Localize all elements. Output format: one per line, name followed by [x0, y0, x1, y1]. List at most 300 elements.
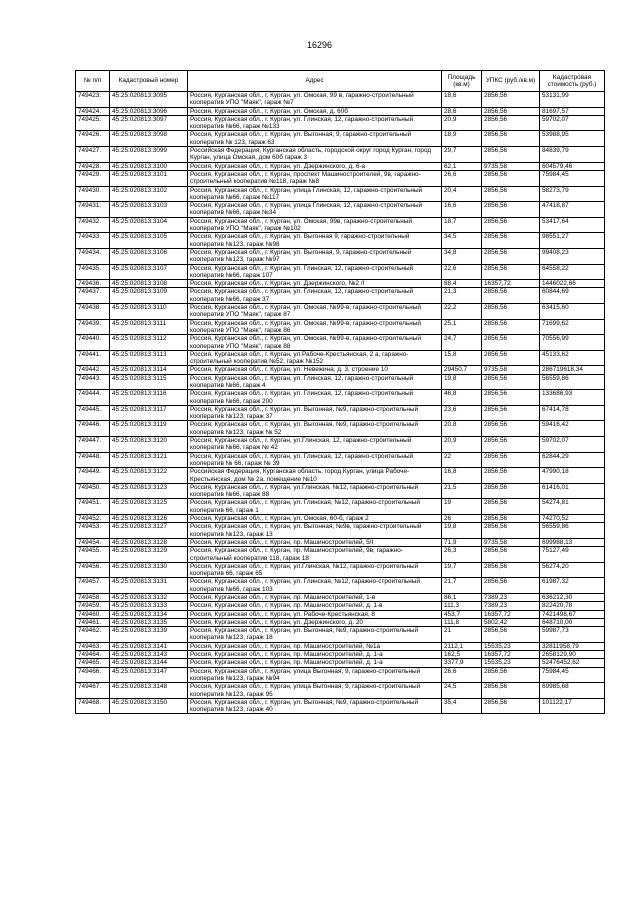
address-cell: Россия, Курганская обл., г. Курган, пр. Машиностроителей, 9в, гаражно-строительный кооператив 118, гараж 18	[188, 547, 442, 563]
area-cell: 18,7	[442, 217, 482, 233]
upks-cell: 2856,56	[482, 683, 540, 699]
cadastral-number-cell: 45:25:020813:3102	[110, 186, 188, 202]
cadastral-value-cell: 74270,52	[540, 515, 605, 523]
table-row	[76, 618, 605, 626]
cadastral-number-cell: 45:25:020813:3117	[110, 405, 188, 421]
cadastral-number-cell: 45:25:020813:3148	[110, 683, 188, 699]
table-row	[76, 170, 605, 186]
row-number-cell: 749427.	[76, 147, 110, 163]
address-cell: Россия, Курганская обл., г. Курган, ул. Выгонная, №9, гаражно-строительный кооператив №123, гараж № 52	[188, 421, 442, 437]
cadastral-value-cell: 47418,87	[540, 202, 605, 218]
address-cell: Россия, Курганская обл., г. Курган, улица Глинская, 12, гаражно-строительный кооператив №66, гараж №117	[188, 186, 442, 202]
cadastral-number-cell: 45:25:020813:3119	[110, 421, 188, 437]
area-cell: 22,6	[442, 264, 482, 280]
row-number-cell: 749426.	[76, 131, 110, 147]
table-row	[76, 515, 605, 523]
table-row	[76, 107, 605, 115]
table-row	[76, 202, 605, 218]
cadastral-value-cell: 62844,29	[540, 452, 605, 468]
table-row	[76, 667, 605, 683]
table-row	[76, 92, 605, 108]
page-number: 16296	[306, 40, 333, 50]
cadastral-value-cell: 53988,95	[540, 131, 605, 147]
area-cell: 21,7	[442, 578, 482, 594]
address-cell: Россия, Курганская обл., г. Курган, ул. Выгонная, 9, гаражно-строительный кооператив № 123, гараж 63	[188, 131, 442, 147]
address-cell: Россия, Курганская обл., г. Курган, пр. Машиностроителей, 1-в	[188, 594, 442, 602]
table-row	[76, 594, 605, 602]
cadastral-value-cell: 52476452,62	[540, 659, 605, 667]
area-cell: 86,1	[442, 594, 482, 602]
row-number-cell: 749423.	[76, 92, 110, 108]
upks-cell: 16357,72	[482, 610, 540, 618]
table-row	[76, 374, 605, 390]
area-cell: 2112,1	[442, 642, 482, 650]
cadastral-value-cell: 63415,60	[540, 304, 605, 320]
row-number-cell: 749424.	[76, 107, 110, 115]
area-cell: 18,6	[442, 92, 482, 108]
table-row	[76, 131, 605, 147]
table-row	[76, 547, 605, 563]
upks-cell: 2856,56	[482, 468, 540, 484]
area-cell: 26,3	[442, 547, 482, 563]
row-number-cell: 749447.	[76, 437, 110, 453]
cadastral-number-cell: 45:25:020813:3111	[110, 319, 188, 335]
upks-cell: 2856,56	[482, 202, 540, 218]
address-cell: Россия, Курганская обл., г. Курган, пр. Машиностроителей, д. 1-а	[188, 659, 442, 667]
area-cell: 21,3	[442, 288, 482, 304]
area-cell: 71,9	[442, 538, 482, 546]
row-number-cell: 749431.	[76, 202, 110, 218]
area-cell: 15,8	[442, 350, 482, 366]
cadastral-number-cell: 45:25:020813:3127	[110, 523, 188, 539]
table-row	[76, 683, 605, 699]
cadastral-number-cell: 45:25:020813:3135	[110, 618, 188, 626]
upks-cell: 9735,58	[482, 162, 540, 170]
cadastral-value-cell: 45133,62	[540, 350, 605, 366]
cadastral-value-cell: 2658129,90	[540, 651, 605, 659]
cadastral-value-cell: 81697,57	[540, 107, 605, 115]
row-number-cell: 749461.	[76, 618, 110, 626]
upks-cell: 2856,56	[482, 186, 540, 202]
area-cell: 3377,9	[442, 659, 482, 667]
upks-cell: 16357,72	[482, 651, 540, 659]
row-number-cell: 749452.	[76, 515, 110, 523]
table-row	[76, 421, 605, 437]
cadastral-number-cell: 45:25:020813:3130	[110, 562, 188, 578]
row-number-cell: 749437.	[76, 288, 110, 304]
area-cell: 111,8	[442, 618, 482, 626]
area-cell: 16,6	[442, 202, 482, 218]
cadastral-value-cell: 60844,69	[540, 288, 605, 304]
area-cell: 62,1	[442, 162, 482, 170]
table-row	[76, 390, 605, 406]
upks-cell: 2856,56	[482, 578, 540, 594]
cadastral-number-cell: 45:25:020813:3105	[110, 233, 188, 249]
table-row	[76, 698, 605, 714]
cadastral-number-cell: 45:25:020813:3110	[110, 304, 188, 320]
row-number-cell: 749449.	[76, 468, 110, 484]
row-number-cell: 749467.	[76, 683, 110, 699]
table-row	[76, 162, 605, 170]
upks-cell: 5802,42	[482, 618, 540, 626]
upks-cell: 2856,56	[482, 523, 540, 539]
address-cell: Россия, Курганская обл., г. Курган, ул. Глинская, №12, гаражно-строительный кооператив №66, гараж 103	[188, 578, 442, 594]
cadastral-number-cell: 45:25:020813:3096	[110, 107, 188, 115]
cadastral-number-cell: 45:25:020813:3107	[110, 264, 188, 280]
address-cell: Россия, Курганская обл., г. Курган, ул. Глинская, 12, гаражно-строительный кооператив №66, гараж 4	[188, 374, 442, 390]
address-cell: Россия, Курганская обл., г. Курган, ул. Дзержинского, д. 6-а	[188, 162, 442, 170]
address-cell: Россия, Курганская обл., г. Курган, ул. Выгонная, №9, гаражно-строительный кооператив №123, гараж 18	[188, 627, 442, 643]
address-cell: Россия, Курганская обл., г. Курган, ул. Омская, №99-в, гаражно-строительный кооператив УПО "Маяк", гараж 88	[188, 335, 442, 351]
address-cell: Россия, Курганская обл., г. Курган, улица Выгонная, 9, гаражно-строительный кооператив №123, гараж 95	[188, 683, 442, 699]
table-row	[76, 147, 605, 163]
row-number-cell: 749454.	[76, 538, 110, 546]
cadastral-number-cell: 45:25:020813:3128	[110, 538, 188, 546]
area-cell: 26	[442, 515, 482, 523]
area-cell: 25,1	[442, 319, 482, 335]
row-number-cell: 749462.	[76, 627, 110, 643]
upks-cell: 2856,56	[482, 115, 540, 131]
address-cell: Россия, Курганская обл., г. Курган, ул. Глинская, 12, гаражно-строительный кооператив №66, гараж 37	[188, 288, 442, 304]
table-row	[76, 651, 605, 659]
address-cell: Российская Федерация, Курганская область, городской округ город Курган, город Курган, улица Омская, дом 60б гараж 3	[188, 147, 442, 163]
area-cell: 19,7	[442, 562, 482, 578]
area-cell: 19,8	[442, 374, 482, 390]
upks-cell: 2856,56	[482, 170, 540, 186]
cadastral-number-cell: 45:25:020813:3134	[110, 610, 188, 618]
cadastral-value-cell: 67414,78	[540, 405, 605, 421]
address-cell: Россия, Курганская обл., г. Курган, ул.Глинская, №12, гаражно-строительный кооператив 66, гараж 65	[188, 562, 442, 578]
table-row	[76, 304, 605, 320]
row-number-cell: 749435.	[76, 264, 110, 280]
address-cell: Россия, Курганская обл., г. Курган, ул. Невежина, д. 3, строение 10	[188, 366, 442, 374]
row-number-cell: 749442.	[76, 366, 110, 374]
table-row	[76, 499, 605, 515]
row-number-cell: 749433.	[76, 233, 110, 249]
upks-cell: 2856,56	[482, 335, 540, 351]
cadastral-value-cell: 47990,18	[540, 468, 605, 484]
area-cell: 26,6	[442, 667, 482, 683]
row-number-cell: 749457.	[76, 578, 110, 594]
table-row	[76, 350, 605, 366]
header-area: Площадь (кв.м)	[442, 71, 482, 92]
upks-cell: 2856,56	[482, 667, 540, 683]
address-cell: Россия, Курганская обл., г. Курган, ул. Дзержинского, №2 /I	[188, 280, 442, 288]
row-number-cell: 749434.	[76, 248, 110, 264]
upks-cell: 2856,56	[482, 147, 540, 163]
cadastral-value-cell: 286719618,34	[540, 366, 605, 374]
table-row	[76, 452, 605, 468]
upks-cell: 2856,56	[482, 107, 540, 115]
row-number-cell: 749464.	[76, 651, 110, 659]
upks-cell: 2856,56	[482, 264, 540, 280]
cadastral-value-cell: 53417,64	[540, 217, 605, 233]
cadastral-number-cell: 45:25:020813:3106	[110, 248, 188, 264]
area-cell: 24,5	[442, 683, 482, 699]
cadastral-number-cell: 45:25:020813:3144	[110, 659, 188, 667]
row-number-cell: 749432.	[76, 217, 110, 233]
address-cell: Россия, Курганская обл., г. Курган, ул. Глинская, 12, гаражно-строительный кооператив №66, гараж 107	[188, 264, 442, 280]
cadastral-value-cell: 7421498,67	[540, 610, 605, 618]
cadastral-number-cell: 45:25:020813:3113	[110, 350, 188, 366]
cadastral-value-cell: 84839,79	[540, 147, 605, 163]
upks-cell: 9735,58	[482, 538, 540, 546]
table-row	[76, 602, 605, 610]
area-cell: 19	[442, 499, 482, 515]
upks-cell: 2856,56	[482, 233, 540, 249]
upks-cell: 2856,56	[482, 547, 540, 563]
table-row	[76, 405, 605, 421]
cadastral-value-cell: 101122,17	[540, 698, 605, 714]
address-cell: Россия, Курганская обл., г. Курган, ул. Омская, 99 в, гаражно-строительный кооператив УПО "Маяк", гараж №7	[188, 92, 442, 108]
area-cell: 46,8	[442, 390, 482, 406]
cadastral-number-cell: 45:25:020813:3099	[110, 147, 188, 163]
cadastral-number-cell: 45:25:020813:3125	[110, 499, 188, 515]
upks-cell: 2856,56	[482, 319, 540, 335]
cadastral-number-cell: 45:25:020813:3121	[110, 452, 188, 468]
table-row	[76, 659, 605, 667]
area-cell: 29,7	[442, 147, 482, 163]
cadastral-number-cell: 45:25:020813:3123	[110, 483, 188, 499]
table-row	[76, 610, 605, 618]
cadastral-number-cell: 45:25:020813:3147	[110, 667, 188, 683]
area-cell: 20,9	[442, 437, 482, 453]
area-cell: 18,9	[442, 131, 482, 147]
cadastral-value-cell: 71699,62	[540, 319, 605, 335]
address-cell: Россия, Курганская обл., г. Курган, улица Глинская, 12, гаражно-строительный кооператив №66, гараж №34	[188, 202, 442, 218]
row-number-cell: 749465.	[76, 659, 110, 667]
upks-cell: 2856,56	[482, 437, 540, 453]
cadastral-number-cell: 45:25:020813:3131	[110, 578, 188, 594]
cadastral-number-cell: 45:25:020813:3120	[110, 437, 188, 453]
address-cell: Россия, Курганская обл., г. Курган, ул. Омская, №99-в, гаражно-строительный кооператив УПО "Маяк", гараж 87	[188, 304, 442, 320]
address-cell: Россия, Курганская обл., г. Курган, ул. Омская, 60-б, гараж 2	[188, 515, 442, 523]
table-row	[76, 264, 605, 280]
address-cell: Россия, Курганская обл., г. Курган, проспект Машиностроителей, 9в, гаражно-строительный кооператив №118, гараж №8	[188, 170, 442, 186]
cadastral-value-cell: 70556,99	[540, 335, 605, 351]
table-row	[76, 562, 605, 578]
upks-cell: 2856,56	[482, 627, 540, 643]
cadastral-number-cell: 45:25:020813:3103	[110, 202, 188, 218]
cadastral-number-cell: 45:25:020813:3108	[110, 280, 188, 288]
table-row	[76, 335, 605, 351]
address-cell: Россия, Курганская обл., г. Курган, ул. Выгонная 9, гаражно-строительный кооператив №123, гараж №98	[188, 233, 442, 249]
cadastral-number-cell: 45:25:020813:3100	[110, 162, 188, 170]
upks-cell: 2856,56	[482, 217, 540, 233]
area-cell: 162,5	[442, 651, 482, 659]
upks-cell: 2856,56	[482, 350, 540, 366]
address-cell: Россия, Курганская обл., г. Курган, пр. Машиностроителей, №1а	[188, 642, 442, 650]
area-cell: 111,3	[442, 602, 482, 610]
cadastral-value-cell: 636212,30	[540, 594, 605, 602]
cadastral-value-cell: 54274,81	[540, 499, 605, 515]
cadastral-value-cell: 75127,49	[540, 547, 605, 563]
row-number-cell: 749453.	[76, 523, 110, 539]
cadastral-value-cell: 822420,78	[540, 602, 605, 610]
cadastral-number-cell: 45:25:020813:3150	[110, 698, 188, 714]
area-cell: 20,8	[442, 421, 482, 437]
cadastral-number-cell: 45:25:020813:3101	[110, 170, 188, 186]
cadastral-number-cell: 45:25:020813:3132	[110, 594, 188, 602]
cadastral-value-cell: 56274,20	[540, 562, 605, 578]
upks-cell: 2856,56	[482, 390, 540, 406]
cadastral-number-cell: 45:25:020813:3122	[110, 468, 188, 484]
row-number-cell: 749430.	[76, 186, 110, 202]
table-header-row	[76, 71, 605, 92]
table-row	[76, 538, 605, 546]
table-row	[76, 248, 605, 264]
cadastral-value-cell: 604579,46	[540, 162, 605, 170]
cadastral-value-cell: 98551,27	[540, 233, 605, 249]
upks-cell: 2856,56	[482, 421, 540, 437]
area-cell: 20,4	[442, 186, 482, 202]
upks-cell: 2856,56	[482, 405, 540, 421]
row-number-cell: 749463.	[76, 642, 110, 650]
row-number-cell: 749438.	[76, 304, 110, 320]
table-row	[76, 319, 605, 335]
cadastral-value-cell: 53131,99	[540, 92, 605, 108]
cadastral-number-cell: 45:25:020813:3139	[110, 627, 188, 643]
area-cell: 35,4	[442, 698, 482, 714]
cadastral-value-cell: 32811958,79	[540, 642, 605, 650]
address-cell: Россия, Курганская обл., г. Курган, ул. Омская, №99-в, гаражно-строительный кооператив УПО "Маяк", гараж 86	[188, 319, 442, 335]
row-number-cell: 749440.	[76, 335, 110, 351]
upks-cell: 15535,23	[482, 659, 540, 667]
upks-cell: 2856,56	[482, 288, 540, 304]
area-cell: 23,6	[442, 405, 482, 421]
area-cell: 21	[442, 627, 482, 643]
table-row	[76, 366, 605, 374]
cadastral-value-cell: 61987,32	[540, 578, 605, 594]
cadastral-value-cell: 59416,42	[540, 421, 605, 437]
area-cell: 19,8	[442, 523, 482, 539]
address-cell: Россия, Курганская обл., г. Курган, ул. Рабоче-Крестьянская, 8	[188, 610, 442, 618]
cadastral-number-cell: 45:25:020813:3143	[110, 651, 188, 659]
address-cell: Россия, Курганская обл., г. Курган, ул. Дзержинского, д. 20	[188, 618, 442, 626]
row-number-cell: 749443.	[76, 374, 110, 390]
table-row	[76, 642, 605, 650]
cadastral-value-cell: 699988,13	[540, 538, 605, 546]
address-cell: Россия, Курганская обл., г. Курган, ул. Глинская, 12, гаражно-строительный кооператив № 66, гараж № 39	[188, 452, 442, 468]
cadastral-number-cell: 45:25:020813:3112	[110, 335, 188, 351]
address-cell: Россия, Курганская обл., г. Курган, улица Выгонная, 9, гаражно-строительный кооператив №123, гараж №94	[188, 667, 442, 683]
area-cell: 29450,7	[442, 366, 482, 374]
area-cell: 20,9	[442, 115, 482, 131]
table-row	[76, 280, 605, 288]
table-row	[76, 437, 605, 453]
address-cell: Россия, Курганская обл., г. Курган, ул. Глинская, №12, гаражно-строительный кооператив 66, гараж 1	[188, 499, 442, 515]
upks-cell: 7389,23	[482, 594, 540, 602]
area-cell: 21,5	[442, 483, 482, 499]
row-number-cell: 749459.	[76, 602, 110, 610]
upks-cell: 2856,56	[482, 131, 540, 147]
header-num: № п/п	[76, 71, 110, 92]
cadastral-number-cell: 45:25:020813:3129	[110, 547, 188, 563]
area-cell: 26,6	[442, 170, 482, 186]
cadastral-value-cell: 58273,79	[540, 186, 605, 202]
upks-cell: 2856,56	[482, 562, 540, 578]
row-number-cell: 749445.	[76, 405, 110, 421]
address-cell: Россия, Курганская обл., г. Курган, ул.Рабоче-Крестьянская, 2 а, гаражно-строительный кооператив №52, гараж №152	[188, 350, 442, 366]
cadastral-value-cell: 1446022,66	[540, 280, 605, 288]
row-number-cell: 749456.	[76, 562, 110, 578]
row-number-cell: 749439.	[76, 319, 110, 335]
row-number-cell: 749455.	[76, 547, 110, 563]
area-cell: 24,7	[442, 335, 482, 351]
address-cell: Россия, Курганская обл., г. Курган, ул. Выгонная, №9, гаражно-строительный кооператив №123, гараж 40	[188, 698, 442, 714]
cadastral-number-cell: 45:25:020813:3098	[110, 131, 188, 147]
cadastral-value-cell: 69985,68	[540, 683, 605, 699]
header-cadastral-number: Кадастровый номер	[110, 71, 188, 92]
area-cell: 28,6	[442, 107, 482, 115]
area-cell: 34,5	[442, 233, 482, 249]
row-number-cell: 749444.	[76, 390, 110, 406]
address-cell: Россия, Курганская обл., г. Курган, ул. Выгонная, №9в, гаражно-строительный кооператив №123, гараж 13	[188, 523, 442, 539]
address-cell: Россия, Курганская обл., г. Курган, ул. Выгонная, 9, гаражно-строительный кооператив №123, гараж №97	[188, 248, 442, 264]
header-upks: УПКС (руб./кв.м)	[482, 71, 540, 92]
area-cell: 22	[442, 452, 482, 468]
row-number-cell: 749450.	[76, 483, 110, 499]
area-cell: 453,7	[442, 610, 482, 618]
row-number-cell: 749460.	[76, 610, 110, 618]
cadastral-number-cell: 45:25:020813:3115	[110, 374, 188, 390]
table-row	[76, 233, 605, 249]
table-row	[76, 468, 605, 484]
row-number-cell: 749436.	[76, 280, 110, 288]
address-cell: Россия, Курганская обл., г. Курган, ул. Выгонная, №9, гаражно-строительный кооператив №123, гараж 37	[188, 405, 442, 421]
row-number-cell: 749425.	[76, 115, 110, 131]
address-cell: Россия, Курганская обл., г. Курган, ул.Глинская, 12, гаражно-строительный кооператив №66, гараж № 42	[188, 437, 442, 453]
row-number-cell: 749451.	[76, 499, 110, 515]
cadastral-value-cell: 59987,73	[540, 627, 605, 643]
cadastral-value-cell: 59702,07	[540, 115, 605, 131]
upks-cell: 2856,56	[482, 92, 540, 108]
row-number-cell: 749468.	[76, 698, 110, 714]
row-number-cell: 749428.	[76, 162, 110, 170]
table-row	[76, 217, 605, 233]
cadastral-number-cell: 45:25:020813:3126	[110, 515, 188, 523]
table-row	[76, 483, 605, 499]
area-cell: 16,8	[442, 468, 482, 484]
table-row	[76, 578, 605, 594]
address-cell: Россия, Курганская обл., г. Курган, пр. Машиностроителей, д. 1-а	[188, 651, 442, 659]
upks-cell: 2856,56	[482, 304, 540, 320]
table-row	[76, 288, 605, 304]
row-number-cell: 749441.	[76, 350, 110, 366]
cadastral-value-cell: 64558,22	[540, 264, 605, 280]
cadastral-value-cell: 133686,93	[540, 390, 605, 406]
header-cadastral-value: Кадастровая стоимость (руб.)	[540, 71, 605, 92]
table-row	[76, 115, 605, 131]
area-cell: 34,8	[442, 248, 482, 264]
cadastral-value-cell: 56559,86	[540, 523, 605, 539]
header-address: Адрес	[188, 71, 442, 92]
cadastral-number-cell: 45:25:020813:3109	[110, 288, 188, 304]
upks-cell: 16357,72	[482, 280, 540, 288]
upks-cell: 2856,56	[482, 452, 540, 468]
cadastral-value-cell: 648710,00	[540, 618, 605, 626]
upks-cell: 2856,56	[482, 483, 540, 499]
cadastral-number-cell: 45:25:020813:3104	[110, 217, 188, 233]
upks-cell: 2856,56	[482, 248, 540, 264]
row-number-cell: 749446.	[76, 421, 110, 437]
area-cell: 22,2	[442, 304, 482, 320]
upks-cell: 15535,23	[482, 642, 540, 650]
upks-cell: 2856,56	[482, 515, 540, 523]
address-cell: Россия, Курганская обл., г. Курган, пр. Машиностроителей, 5/I	[188, 538, 442, 546]
upks-cell: 9735,58	[482, 366, 540, 374]
upks-cell: 2856,56	[482, 698, 540, 714]
